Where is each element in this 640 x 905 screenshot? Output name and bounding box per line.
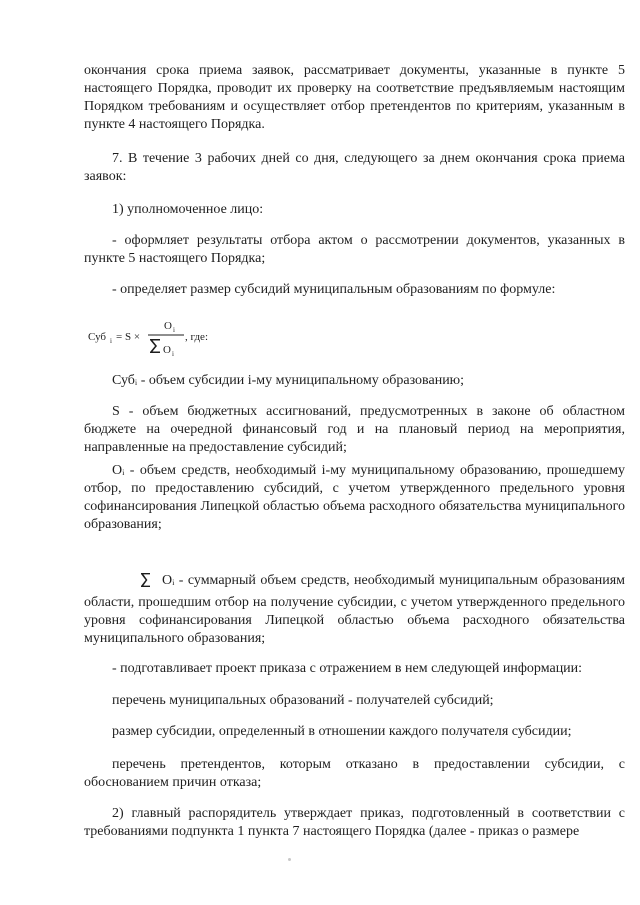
paragraph-authorized-person: 1) уполномоченное лицо:: [112, 202, 264, 217]
subsidy-formula: [84, 312, 304, 360]
paragraph-prepare-order: - подготавливает проект приказа с отражением в нем следующей информации:: [112, 661, 583, 676]
paragraph-def-s: S - объем бюджетных ассигнований, предусмотренных в законе об областном бюджете на очередной финансовый год и на плановый период на мероприятия, направленные на предоставление субсидий;: [84, 404, 625, 455]
paragraph-recipients-list: перечень муниципальных образований - получателей субсидий;: [112, 693, 494, 708]
paragraph-rejected-list: перечень претендентов, которым отказано в предоставлении субсидии, с обоснованием причин отказа;: [84, 757, 625, 790]
sum-symbol: [112, 572, 162, 594]
paragraph-1: окончания срока приема заявок, рассматривает документы, указанные в пункте 5 настоящего Порядка, проводит их проверку на соответствие предъявляемым настоящим Порядком требованиям и осуществляет отбор претендентов по критериям, указанным в пункте 4 настоящего Порядка.: [84, 63, 625, 132]
paragraph-item-2: 2) главный распорядитель утверждает приказ, подготовленный в соответствии с требованиями подпункта 1 пункта 7 настоящего Порядка (далее - приказ о размере: [84, 806, 625, 839]
sigma-icon: [141, 573, 150, 587]
paragraph-def-sum-oi: [84, 572, 625, 648]
formula-denominator: O: [163, 344, 171, 356]
paragraph-item-7: 7. В течение 3 рабочих дней со дня, следующего за днем окончания срока приема заявок:: [84, 151, 625, 184]
paragraph-formalize-results: - оформляет результаты отбора актом о рассмотрении документов, указанных в пункте 5 настоящего Порядка;: [84, 233, 625, 266]
formula-equals: = S ×: [116, 331, 141, 343]
formula-suffix: , где:: [185, 331, 208, 343]
sigma-icon: [150, 339, 160, 353]
paragraph-determine-size: - определяет размер субсидий муниципальным образованиям по формуле:: [112, 282, 556, 297]
formula-denominator-sub: i: [172, 350, 174, 358]
paragraph-def-sub: Субᵢ - объем субсидии i-му муниципальному образованию;: [112, 373, 465, 388]
formula-lhs: Суб: [88, 331, 107, 343]
sum-symbol-label: Oᵢ: [162, 573, 175, 588]
formula-lhs-sub: i: [110, 337, 112, 345]
paragraph-def-oi: Oᵢ - объем средств, необходимый i-му муниципальному образованию, прошедшему отбор, по предоставлению субсидий, с учетом утвержденного предельного уровня софинансирования Липецкой областью объема расходного обязательства муниципального образования;: [84, 463, 625, 532]
paragraph-subsidy-size: размер субсидии, определенный в отношении каждого получателя субсидии;: [112, 724, 572, 739]
paragraph-def-sum-oi-text: - суммарный объем средств, необходимый муниципальным образованиям области, прошедшим отбор на получение субсидии, с учетом утвержденного предельного уровня софинансирования Липецкой областью объема расходного обязательства муниципального образования;: [84, 573, 625, 646]
formula-numerator-sub: i: [173, 326, 175, 334]
formula-numerator: O: [164, 320, 172, 332]
scan-speck: [288, 858, 291, 861]
